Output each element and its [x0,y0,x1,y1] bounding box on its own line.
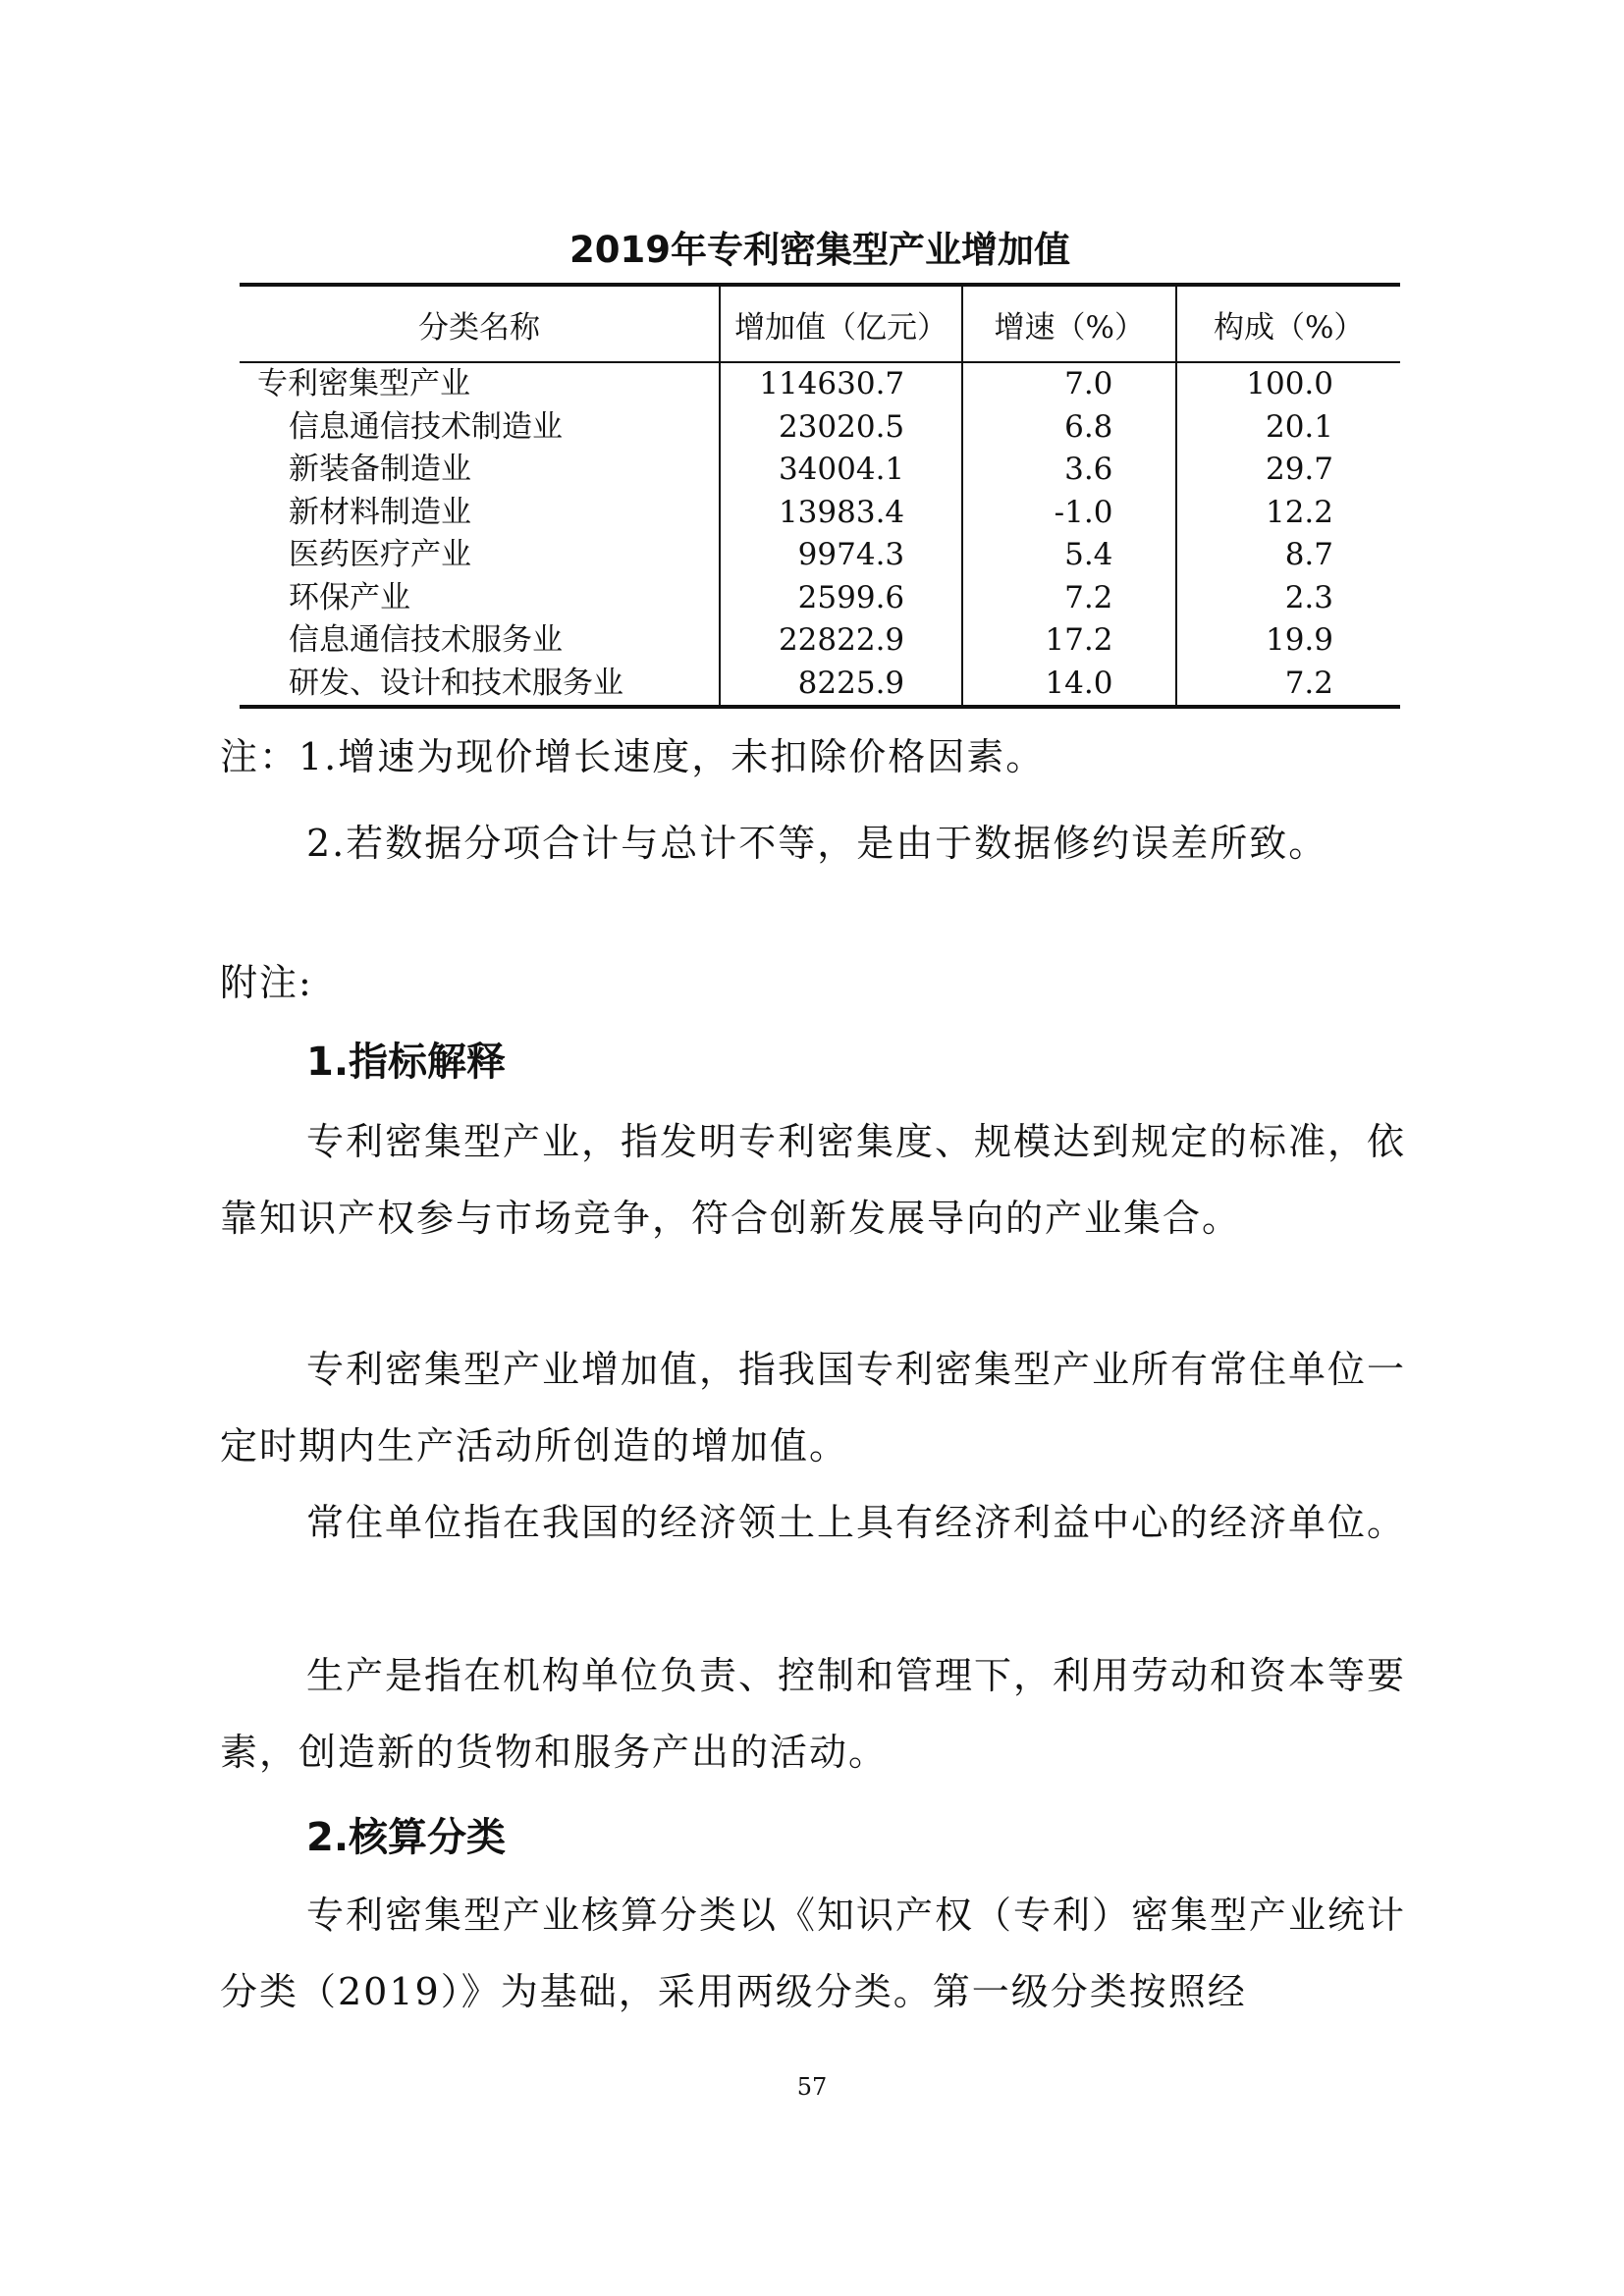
table-note-2: 2.若数据分项合计与总计不等，是由于数据修约误差所致。 [306,822,1328,865]
table-row [240,534,1400,577]
paragraph-production: 生产是指在机构单位负责、控制和管理下，利用劳动和资本等要素，创造新的货物和服务产出的活动。 [220,1654,1407,1774]
row-growth: 3.6 [962,449,1176,492]
table-row [240,663,1400,708]
table-row [240,619,1400,663]
header-value: 增加值（亿元） [720,285,962,362]
table-row [240,449,1400,492]
row-value: 8225.9 [720,663,962,708]
paragraph-classification: 专利密集型产业核算分类以《知识产权（专利）密集型产业统计分类（2019）》为基础，采用两级分类。第一级分类按照经 [220,1894,1407,2013]
header-growth: 增速（%） [962,285,1176,362]
row-share: 8.7 [1176,534,1400,577]
row-name: 新材料制造业 [289,494,471,530]
row-growth: 7.2 [962,577,1176,620]
paragraph-value-added: 专利密集型产业增加值，指我国专利密集型产业所有常住单位一定时期内生产活动所创造的增加值。 [220,1348,1407,1468]
row-value: 9974.3 [720,534,962,577]
table-row [240,362,1400,406]
row-name: 新装备制造业 [289,452,471,488]
row-value: 13983.4 [720,492,962,535]
row-share: 19.9 [1176,619,1400,663]
row-name: 环保产业 [289,579,410,615]
row-name: 信息通信技术制造业 [289,408,563,445]
row-value: 114630.7 [720,362,962,406]
row-name: 专利密集型产业 [257,366,470,402]
table-note-1: 注：1.增速为现价增长速度，未扣除价格因素。 [220,735,1046,778]
row-growth: 17.2 [962,619,1176,663]
section-heading-accounting-classification: 2.核算分类 [306,1815,507,1860]
row-growth: 6.8 [962,406,1176,450]
row-share: 12.2 [1176,492,1400,535]
header-category: 分类名称 [240,285,720,362]
row-share: 20.1 [1176,406,1400,450]
industry-value-table [240,283,1400,709]
row-value: 34004.1 [720,449,962,492]
row-share: 100.0 [1176,362,1400,406]
appendix-label: 附注: [220,961,313,1004]
row-growth: 7.0 [962,362,1176,406]
paragraph-definition: 专利密集型产业，指发明专利密集度、规模达到规定的标准，依靠知识产权参与市场竞争，符合创新发展导向的产业集合。 [220,1120,1407,1240]
table-row [240,577,1400,620]
table-header-row [240,285,1400,362]
row-share: 2.3 [1176,577,1400,620]
table-row [240,492,1400,535]
row-value: 2599.6 [720,577,962,620]
paragraph-resident-unit: 常住单位指在我国的经济领土上具有经济利益中心的经济单位。 [306,1501,1407,1544]
row-growth: 14.0 [962,663,1176,708]
row-share: 29.7 [1176,449,1400,492]
section-heading-indicator-explanation: 1.指标解释 [306,1040,507,1085]
row-value: 23020.5 [720,406,962,450]
row-value: 22822.9 [720,619,962,663]
row-name: 信息通信技术服务业 [289,622,563,659]
row-growth: 5.4 [962,534,1176,577]
row-name: 研发、设计和技术服务业 [289,665,623,701]
row-share: 7.2 [1176,663,1400,708]
header-share: 构成（%） [1176,285,1400,362]
table-row [240,406,1400,450]
page-number: 57 [796,2073,828,2101]
row-growth: -1.0 [962,492,1176,535]
table-title: 2019年专利密集型产业增加值 [569,229,1070,271]
row-name: 医药医疗产业 [289,537,471,573]
